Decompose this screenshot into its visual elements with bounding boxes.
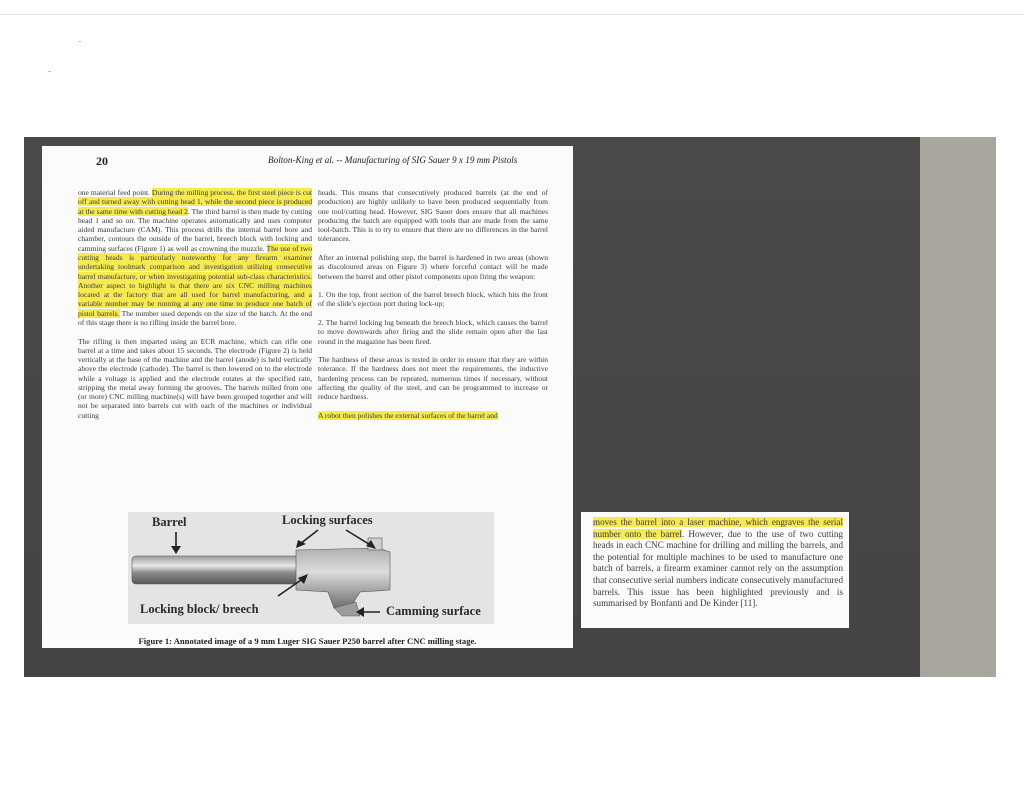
top-rule bbox=[0, 14, 1024, 15]
paragraph: The rifling is then imparted using an ECR machine, which can rifle one barrel at a time and takes about 15 seconds. The electrode (Figure 2) is held vertically at the base of the machine and the barrel (anode) is held vertically above the electrode (cathode). The barrel is then lowered on to the electrode while a voltage is applied and the electrode rotates at the specified rate, stripping the metal away forming the grooves. The barrels milled from one (or more) CNC milling machine(s) will have been grouped together and will not be separated into barrels cut with each of the machines or individual cutting bbox=[78, 336, 312, 420]
list-item: 2. The barrel locking lug beneath the breech block, which causes the barrel to move downwards after firing and the slide remain open after the last round in the magazine has been fired. bbox=[318, 317, 548, 346]
paragraph: heads. This means that consecutively produced barrels (at the end of production) are highly unlikely to have been produced sequentially from one tool/cutting head. However, SIG Sauer does ensure that all machines producing the batch are equipped with tools that are made from the same tool-batch. This is to try to ensure that there are no differences in the barrel tolerances. bbox=[318, 188, 548, 244]
text-run: The number used depends on the size of the batch. At the end of this stage there is no rifling inside the barrel bore. bbox=[78, 308, 312, 327]
snippet-paragraph bbox=[593, 517, 843, 610]
highlighted-text: A robot then polishes the external surfaces of the barrel and bbox=[318, 410, 498, 420]
highlighted-text: During the milling process, the first steel piece is cut off and turned away with cutting head 1, while the second piece is produced at the same time with cutting head 2 bbox=[78, 188, 312, 216]
highlighted-text: moves the barrel into a laser machine, which engraves the serial number onto the barrel bbox=[593, 517, 843, 539]
continued-text-snippet bbox=[581, 512, 849, 628]
paragraph: After an internal polishing step, the barrel is hardened in two areas (shown as discoloured areas on Figure 3) where forceful contact will be made between the barrel and other pistol components upon firing the weapon: bbox=[318, 252, 548, 281]
scan-mark: - bbox=[48, 66, 52, 77]
figure-label-locking-block: Locking block/ breech bbox=[140, 602, 259, 616]
paragraph bbox=[78, 188, 312, 327]
left-column bbox=[78, 188, 312, 429]
page-number: 20 bbox=[96, 154, 108, 168]
figure-label-barrel: Barrel bbox=[152, 515, 187, 529]
running-head: Bolton-King et al. -- Manufacturing of SIG Sauer 9 x 19 mm Pistols bbox=[268, 155, 518, 165]
text-run: one material feed point. bbox=[78, 188, 152, 197]
list-item: 1. On the top, front section of the barrel breech block, which hits the front of the slide's ejection port during lock-up; bbox=[318, 290, 548, 309]
figure-caption: Figure 1: Annotated image of a 9 mm Luger SIG Sauer P250 barrel after CNC milling stage. bbox=[138, 636, 477, 646]
document-page bbox=[42, 146, 573, 648]
paragraph: The hardness of these areas is tested in order to ensure that they are within tolerance. If the hardness does not meet the requirements, the inductive hardening process can be repeated, numerous times if necessary, without affecting the quality of the steel, and can be programmed to increase or reduce hardness. bbox=[318, 355, 548, 402]
right-column bbox=[318, 188, 548, 429]
paragraph bbox=[318, 411, 548, 420]
page-header bbox=[42, 154, 573, 170]
highlighted-text: The use of two cutting heads is particularly noteworthy for any firearm examiner undertaking toolmark comparison and investigation utilizing consecutive barrel manufacture, or when investigating potential sub-class characteristics. Another aspect to highlight is that there are six CNC milling machines located at the factory that are all used for barrel manufacturing, and a variable number may be running at any one time to produce one batch of pistol barrels. bbox=[78, 243, 313, 318]
scan-mark: - bbox=[78, 36, 82, 47]
text-run: . The third barrel is then made by cutting head 1 and so on. The machine operates automatically and uses computer aided manufacture (CAM). This process drills the internal barrel bore and chamber, contours the outside of the barrel, breech block with locking and camming surfaces (Figure 1) as well as crowning the muzzle. bbox=[78, 206, 312, 253]
scan-edge-strip bbox=[920, 137, 996, 677]
figure-barrel-image bbox=[128, 512, 494, 624]
figure-label-camming-surface: Camming surface bbox=[386, 604, 481, 618]
text-run: . However, due to the use of two cutting heads in each CNC machine for drilling and milling the barrels, and the potential for multiple machines to be used to manufacture one batch of barrels, a firearm examiner cannot rely on the assumption that consecutive serial numbers indicate consecutively manufactured barrels. This issue has been highlighted previously and is summarised by Bonfanti and De Kinder [11]. bbox=[593, 528, 843, 609]
figure-label-locking-surfaces: Locking surfaces bbox=[282, 513, 373, 527]
